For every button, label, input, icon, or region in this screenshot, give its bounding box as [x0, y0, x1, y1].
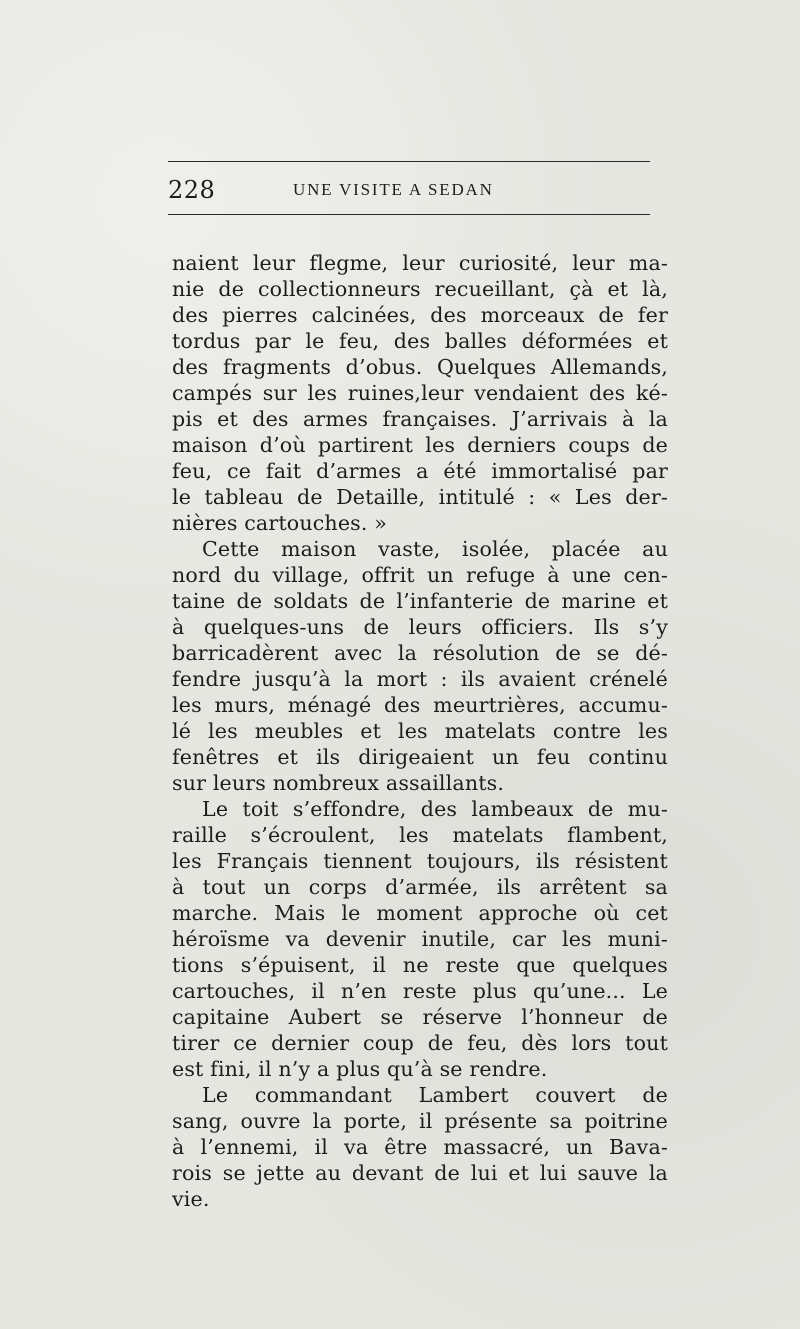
text-line: des pierres calcinées, des morceaux de fer: [172, 303, 668, 327]
text-line: feu, ce fait d’armes a été immortalisé par: [172, 459, 668, 483]
header-top-rule: [168, 161, 650, 162]
text-line: à quelques-uns de leurs officiers. Ils s’y: [172, 615, 668, 639]
text-line: Le toit s’effondre, des lambeaux de mu-: [202, 797, 668, 821]
text-line: campés sur les ruines,leur vendaient des ké-: [172, 381, 668, 405]
text-line: naient leur flegme, leur curiosité, leur ma-: [172, 251, 668, 275]
text-line: nie de collectionneurs recueillant, çà et là,: [172, 277, 668, 301]
text-line: des fragments d’obus. Quelques Allemands,: [172, 355, 668, 379]
text-line: sang, ouvre la porte, il présente sa poitrine: [172, 1109, 668, 1133]
text-line: est fini, il n’y a plus qu’à se rendre.: [172, 1057, 548, 1081]
text-line: fendre jusqu’à la mort : ils avaient crénelé: [172, 667, 668, 691]
text-line: lé les meubles et les matelats contre les: [172, 719, 668, 743]
page-number: 228: [168, 176, 216, 204]
text-line: cartouches, il n’en reste plus qu’une... Le: [172, 979, 668, 1003]
text-line: tordus par le feu, des balles déformées et: [172, 329, 668, 353]
page-header: [168, 176, 650, 204]
text-line: raille s’écroulent, les matelats flambent,: [172, 823, 668, 847]
text-line: tirer ce dernier coup de feu, dès lors tout: [172, 1031, 668, 1055]
text-line: héroïsme va devenir inutile, car les muni-: [172, 927, 668, 951]
text-line: à l’ennemi, il va être massacré, un Bava-: [172, 1135, 668, 1159]
text-line: capitaine Aubert se réserve l’honneur de: [172, 1005, 668, 1029]
text-line: maison d’où partirent les derniers coups de: [172, 433, 668, 457]
text-line: marche. Mais le moment approche où cet: [172, 901, 668, 925]
text-line: sur leurs nombreux assaillants.: [172, 771, 505, 795]
text-line: barricadèrent avec la résolution de se dé-: [172, 641, 668, 665]
text-line: tions s’épuisent, il ne reste que quelques: [172, 953, 668, 977]
running-title: UNE VISITE A SEDAN: [293, 180, 494, 199]
text-line: pis et des armes françaises. J’arrivais à la: [172, 407, 668, 431]
text-line: à tout un corps d’armée, ils arrêtent sa: [172, 875, 668, 899]
text-line: nord du village, offrit un refuge à une cen-: [172, 563, 668, 587]
text-line: rois se jette au devant de lui et lui sauve la: [172, 1161, 668, 1185]
header-bottom-rule: [168, 214, 650, 215]
text-line: vie.: [172, 1187, 210, 1211]
text-line: les Français tiennent toujours, ils résistent: [172, 849, 668, 873]
text-line: le tableau de Detaille, intitulé : « Les der-: [172, 485, 668, 509]
text-line: Cette maison vaste, isolée, placée au: [202, 537, 668, 561]
body-text: [172, 250, 668, 1212]
text-line: fenêtres et ils dirigeaient un feu continu: [172, 745, 668, 769]
text-line: nières cartouches. »: [172, 511, 388, 535]
text-line: les murs, ménagé des meurtrières, accumu-: [172, 693, 668, 717]
text-line: Le commandant Lambert couvert de: [202, 1083, 668, 1107]
text-line: taine de soldats de l’infanterie de marine et: [172, 589, 668, 613]
